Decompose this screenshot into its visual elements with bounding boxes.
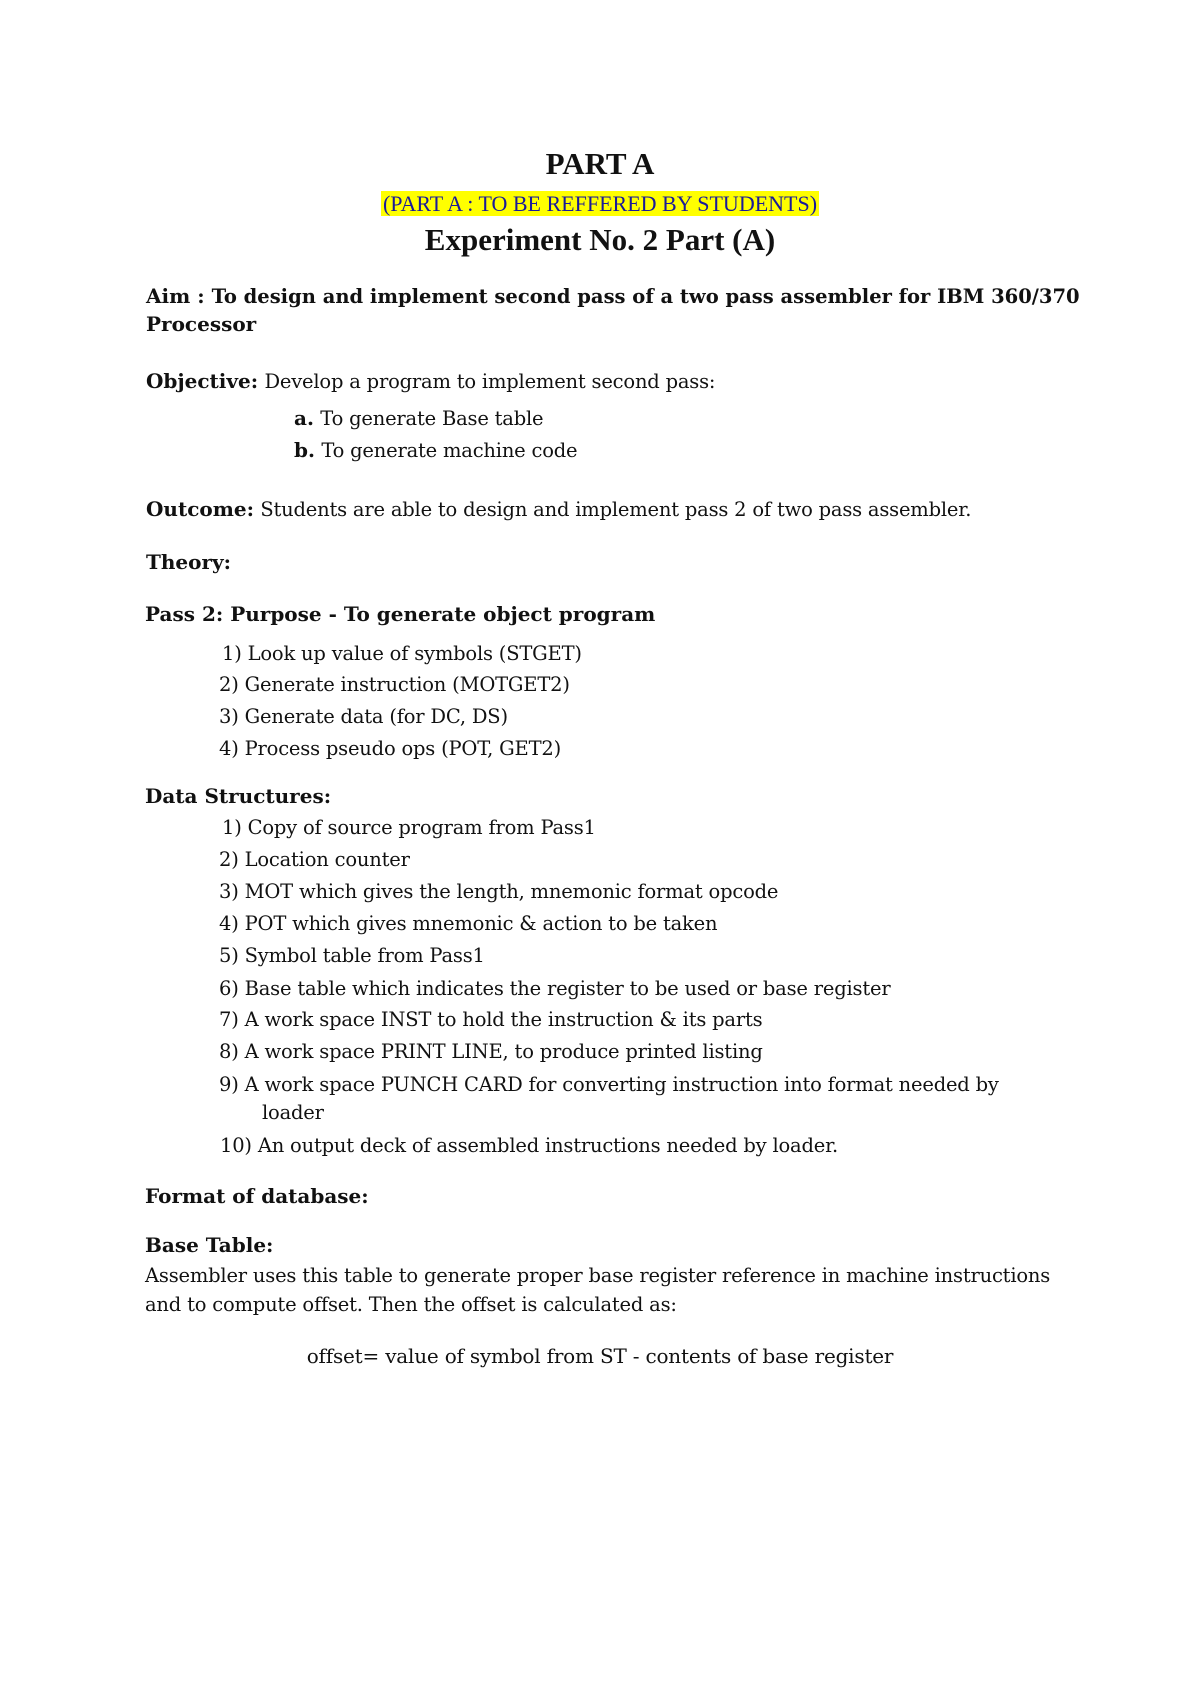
data-structure-item: 8) A work space PRINT LINE, to produce printed listing xyxy=(219,1040,763,1063)
format-heading: Format of database: xyxy=(145,1184,369,1208)
aim-label: Aim : xyxy=(146,284,205,308)
data-structure-item: 3) MOT which gives the length, mnemonic format opcode xyxy=(219,880,779,903)
pass2-item: 1) Look up value of symbols (STGET) xyxy=(222,642,582,665)
outcome-line xyxy=(146,495,971,524)
data-structure-item-continuation: loader xyxy=(262,1101,324,1124)
objective-item-text: To generate Base table xyxy=(320,407,544,430)
outcome-text: Students are able to design and implement pass 2 of two pass assembler. xyxy=(260,498,972,521)
objective-item-marker: a. xyxy=(294,406,314,430)
data-structure-item: 2) Location counter xyxy=(219,848,410,871)
data-structure-item: 10) An output deck of assembled instructions needed by loader. xyxy=(220,1134,839,1157)
subtitle-text: (PART A : TO BE REFFERED BY STUDENTS) xyxy=(382,191,818,216)
pass2-item: 4) Process pseudo ops (POT, GET2) xyxy=(219,737,561,760)
pass2-heading: Pass 2: Purpose - To generate object program xyxy=(145,602,656,626)
aim-text-line1: To design and implement second pass of a two pass assembler for IBM 360/370 xyxy=(211,285,1080,308)
base-table-text-line1: Assembler uses this table to generate proper base register reference in machine instructions xyxy=(145,1264,1051,1287)
objective-item-a xyxy=(294,404,543,433)
data-structure-item: 5) Symbol table from Pass1 xyxy=(219,944,485,967)
objective-item-text: To generate machine code xyxy=(321,439,578,462)
objective-text: Develop a program to implement second pass: xyxy=(264,370,716,393)
objective-line xyxy=(146,367,715,396)
pass2-item: 2) Generate instruction (MOTGET2) xyxy=(219,673,570,696)
aim-text-line2: Processor xyxy=(146,312,257,336)
objective-item-b xyxy=(294,436,577,465)
offset-formula: offset= value of symbol from ST - contents of base register xyxy=(306,1344,894,1368)
objective-label: Objective: xyxy=(146,369,259,393)
data-structure-item: 9) A work space PUNCH CARD for converting instruction into format needed by xyxy=(219,1073,999,1096)
outcome-label: Outcome: xyxy=(146,497,254,521)
aim-line-1 xyxy=(146,282,1080,311)
objective-item-marker: b. xyxy=(294,438,315,462)
data-structures-heading: Data Structures: xyxy=(145,784,332,808)
data-structure-item: 1) Copy of source program from Pass1 xyxy=(222,816,596,839)
pass2-item: 3) Generate data (for DC, DS) xyxy=(219,705,508,728)
data-structure-item: 6) Base table which indicates the register to be used or base register xyxy=(219,977,891,1000)
data-structure-item: 4) POT which gives mnemonic & action to be taken xyxy=(219,912,718,935)
data-structure-item: 7) A work space INST to hold the instruction & its parts xyxy=(219,1008,763,1031)
base-table-heading: Base Table: xyxy=(145,1233,274,1257)
page-subtitle-highlighted xyxy=(0,190,1200,218)
theory-heading: Theory: xyxy=(146,550,232,574)
experiment-heading: Experiment No. 2 Part (A) xyxy=(424,222,776,257)
page-title: PART A xyxy=(545,146,655,181)
base-table-text-line2: and to compute offset. Then the offset is calculated as: xyxy=(145,1293,677,1316)
